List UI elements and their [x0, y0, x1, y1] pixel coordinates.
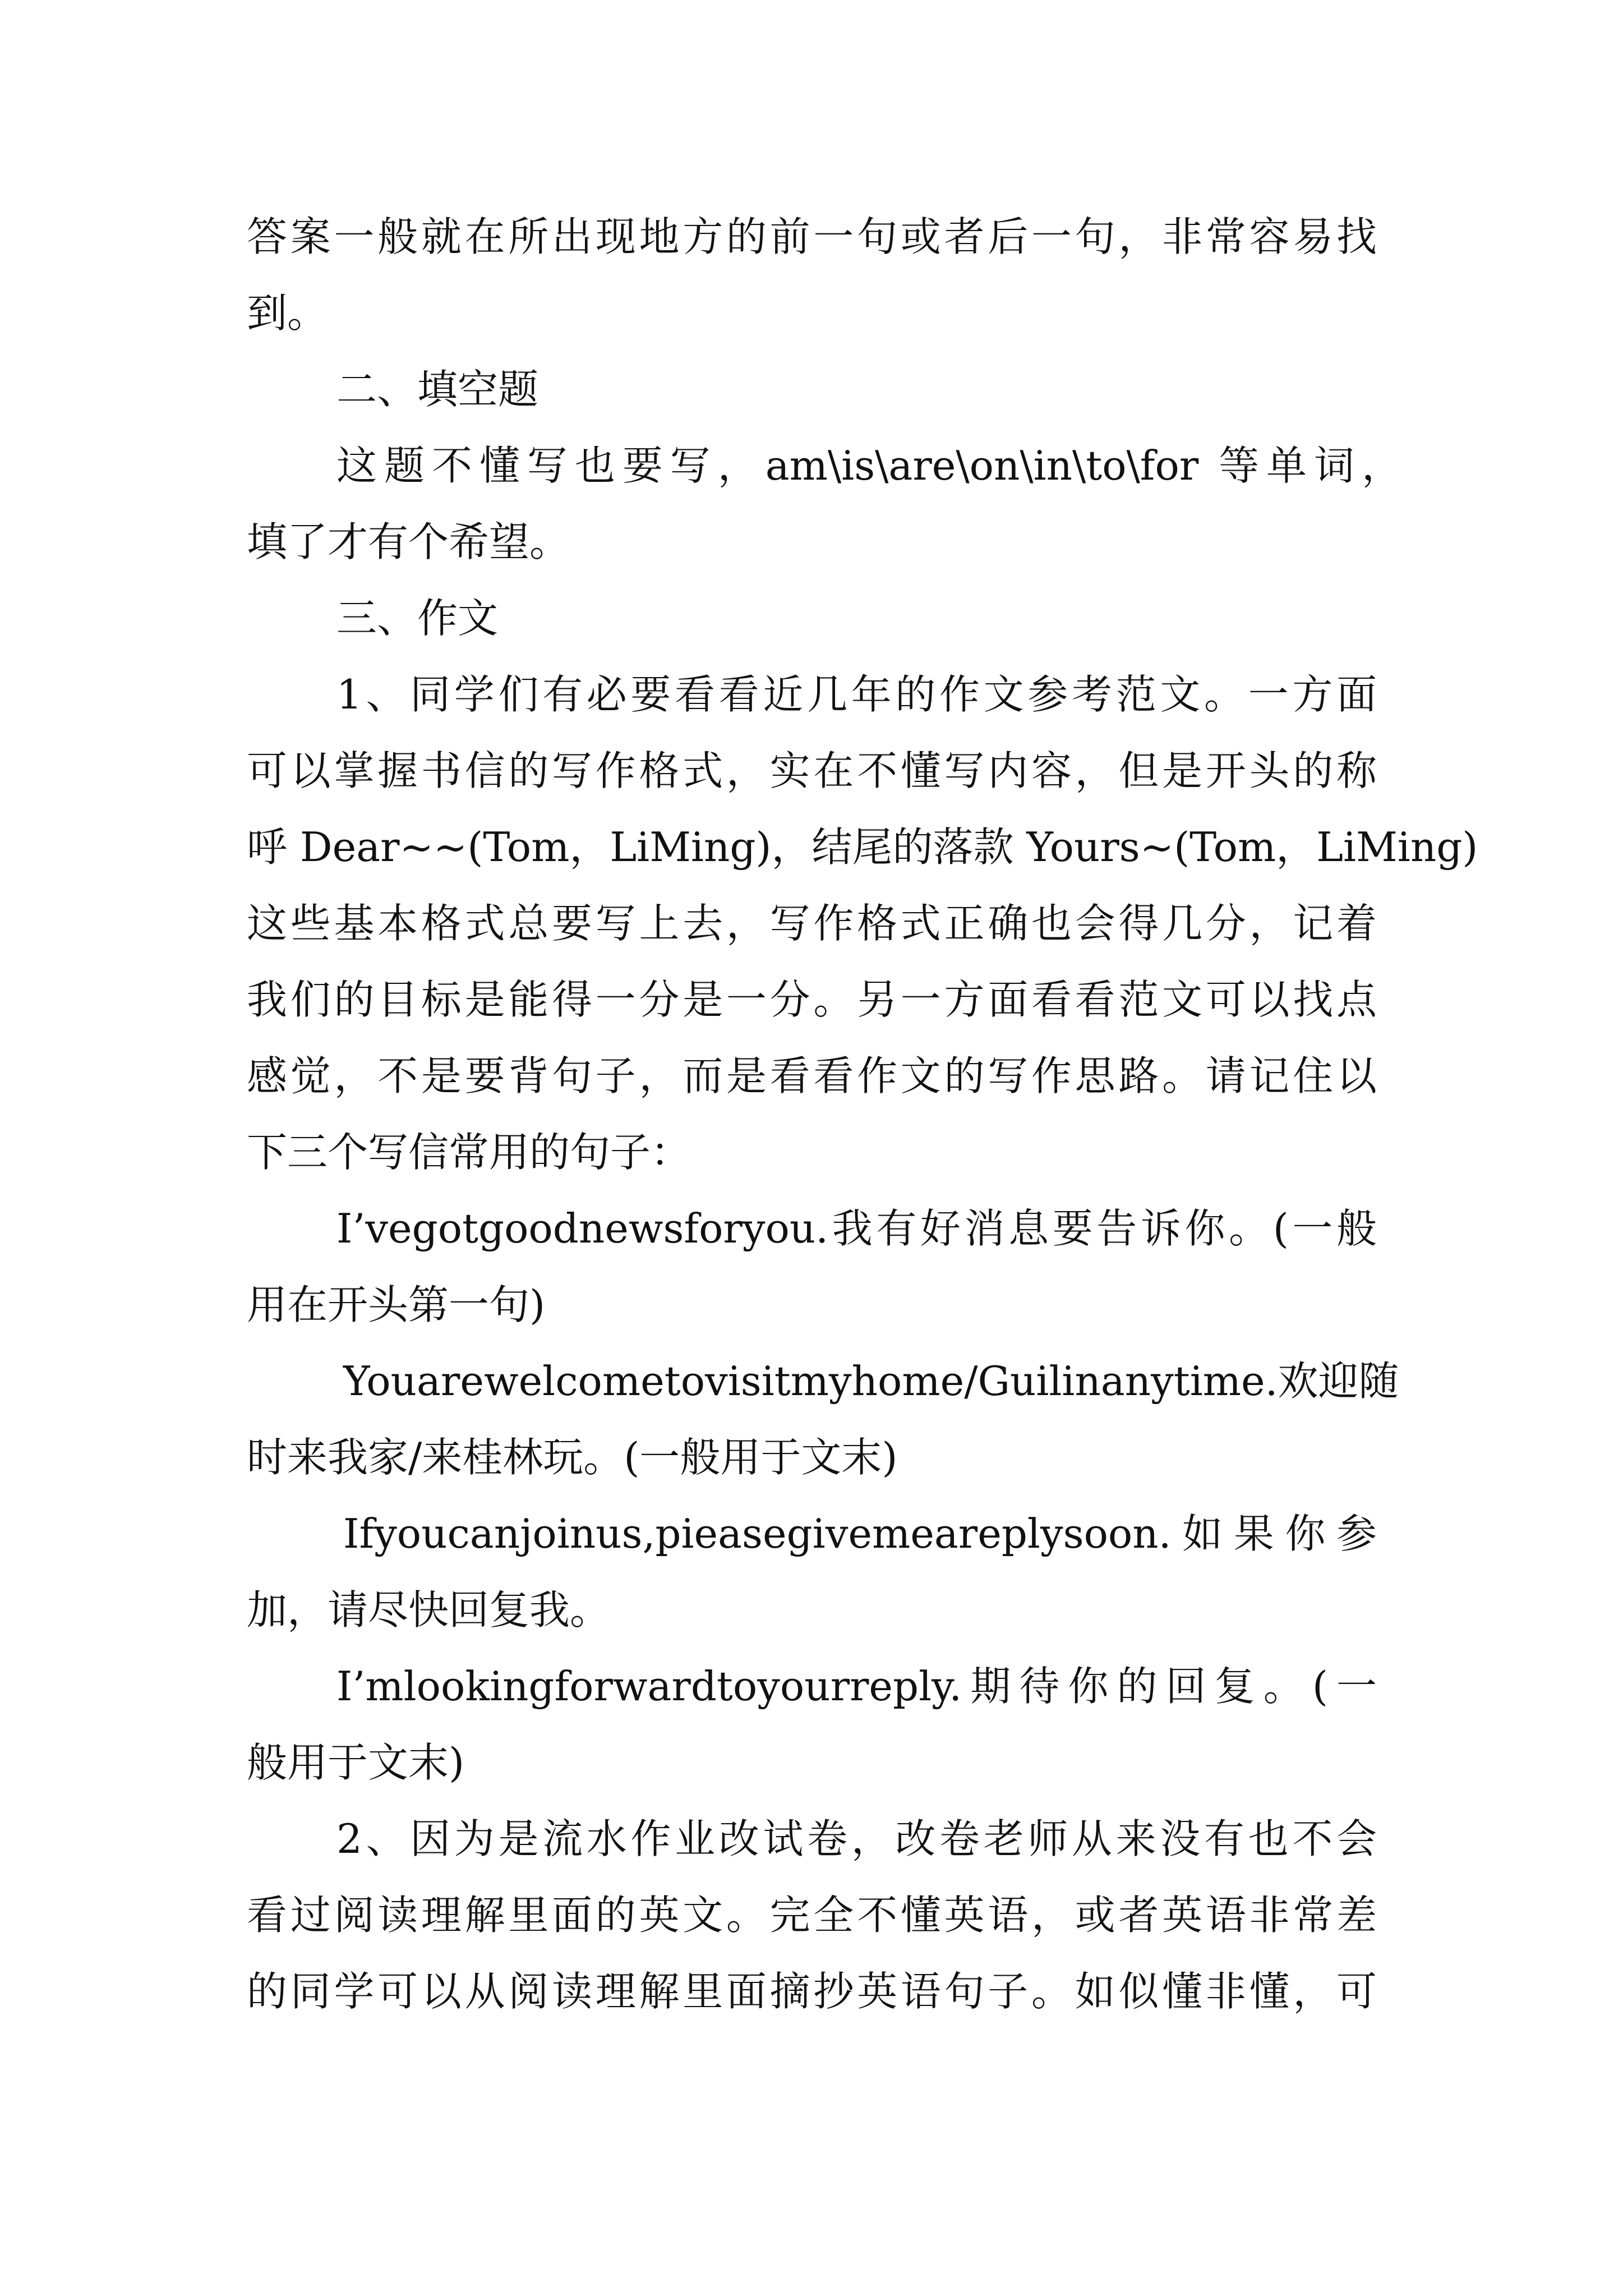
text-line: I’vegotgoodnewsforyou.我有好消息要告诉你。(一般	[336, 1205, 1377, 1252]
text-line: 呼 Dear~~(Tom，LiMing)，结尾的落款 Yours~(Tom，LiMing)	[247, 823, 1478, 871]
text-line: 这些基本格式总要写上去，写作格式正确也会得几分，记着	[247, 900, 1377, 947]
text-line: 我们的目标是能得一分是一分。另一方面看看范文可以找点	[247, 976, 1377, 1023]
text-line: 用在开头第一句)	[247, 1281, 546, 1328]
text-line: 下三个写信常用的句子：	[247, 1129, 691, 1176]
text-line: 填了才有个希望。	[247, 518, 570, 565]
text-line: 答案一般就在所出现地方的前一句或者后一句，非常容易找	[247, 213, 1377, 260]
text-line: 感觉，不是要背句子，而是看看作文的写作思路。请记住以	[247, 1052, 1377, 1099]
text-line: 这题不懂写也要写，am\is\are\on\in\to\for 等单词，	[336, 442, 1402, 489]
text-line: 的同学可以从阅读理解里面摘抄英语句子。如似懂非懂，可	[247, 1968, 1377, 2015]
text-line: Ifyoucanjoinus,pieasegivemeareplysoon.如果你参	[343, 1510, 1377, 1557]
text-line: Youarewelcometovisitmyhome/Guilinanytime.欢迎随	[343, 1358, 1399, 1405]
text-line: 可以掌握书信的写作格式，实在不懂写内容，但是开头的称	[247, 747, 1377, 794]
text-line: 看过阅读理解里面的英文。完全不懂英语，或者英语非常差	[247, 1892, 1377, 1939]
text-line: 时来我家/来桂林玩。(一般用于文末)	[247, 1434, 898, 1481]
text-line: 1、同学们有必要看看近几年的作文参考范文。一方面	[336, 671, 1377, 718]
text-line: I’mlookingforwardtoyourreply.期待你的回复。(一	[336, 1663, 1377, 1710]
text-line: 般用于文末)	[247, 1739, 465, 1786]
section-heading: 二、填空题	[336, 366, 539, 413]
text-line: 2、因为是流水作业改试卷，改卷老师从来没有也不会	[336, 1815, 1377, 1862]
section-heading: 三、作文	[336, 595, 499, 642]
text-line: 加，请尽快回复我。	[247, 1586, 611, 1634]
text-line: 到。	[247, 289, 328, 337]
